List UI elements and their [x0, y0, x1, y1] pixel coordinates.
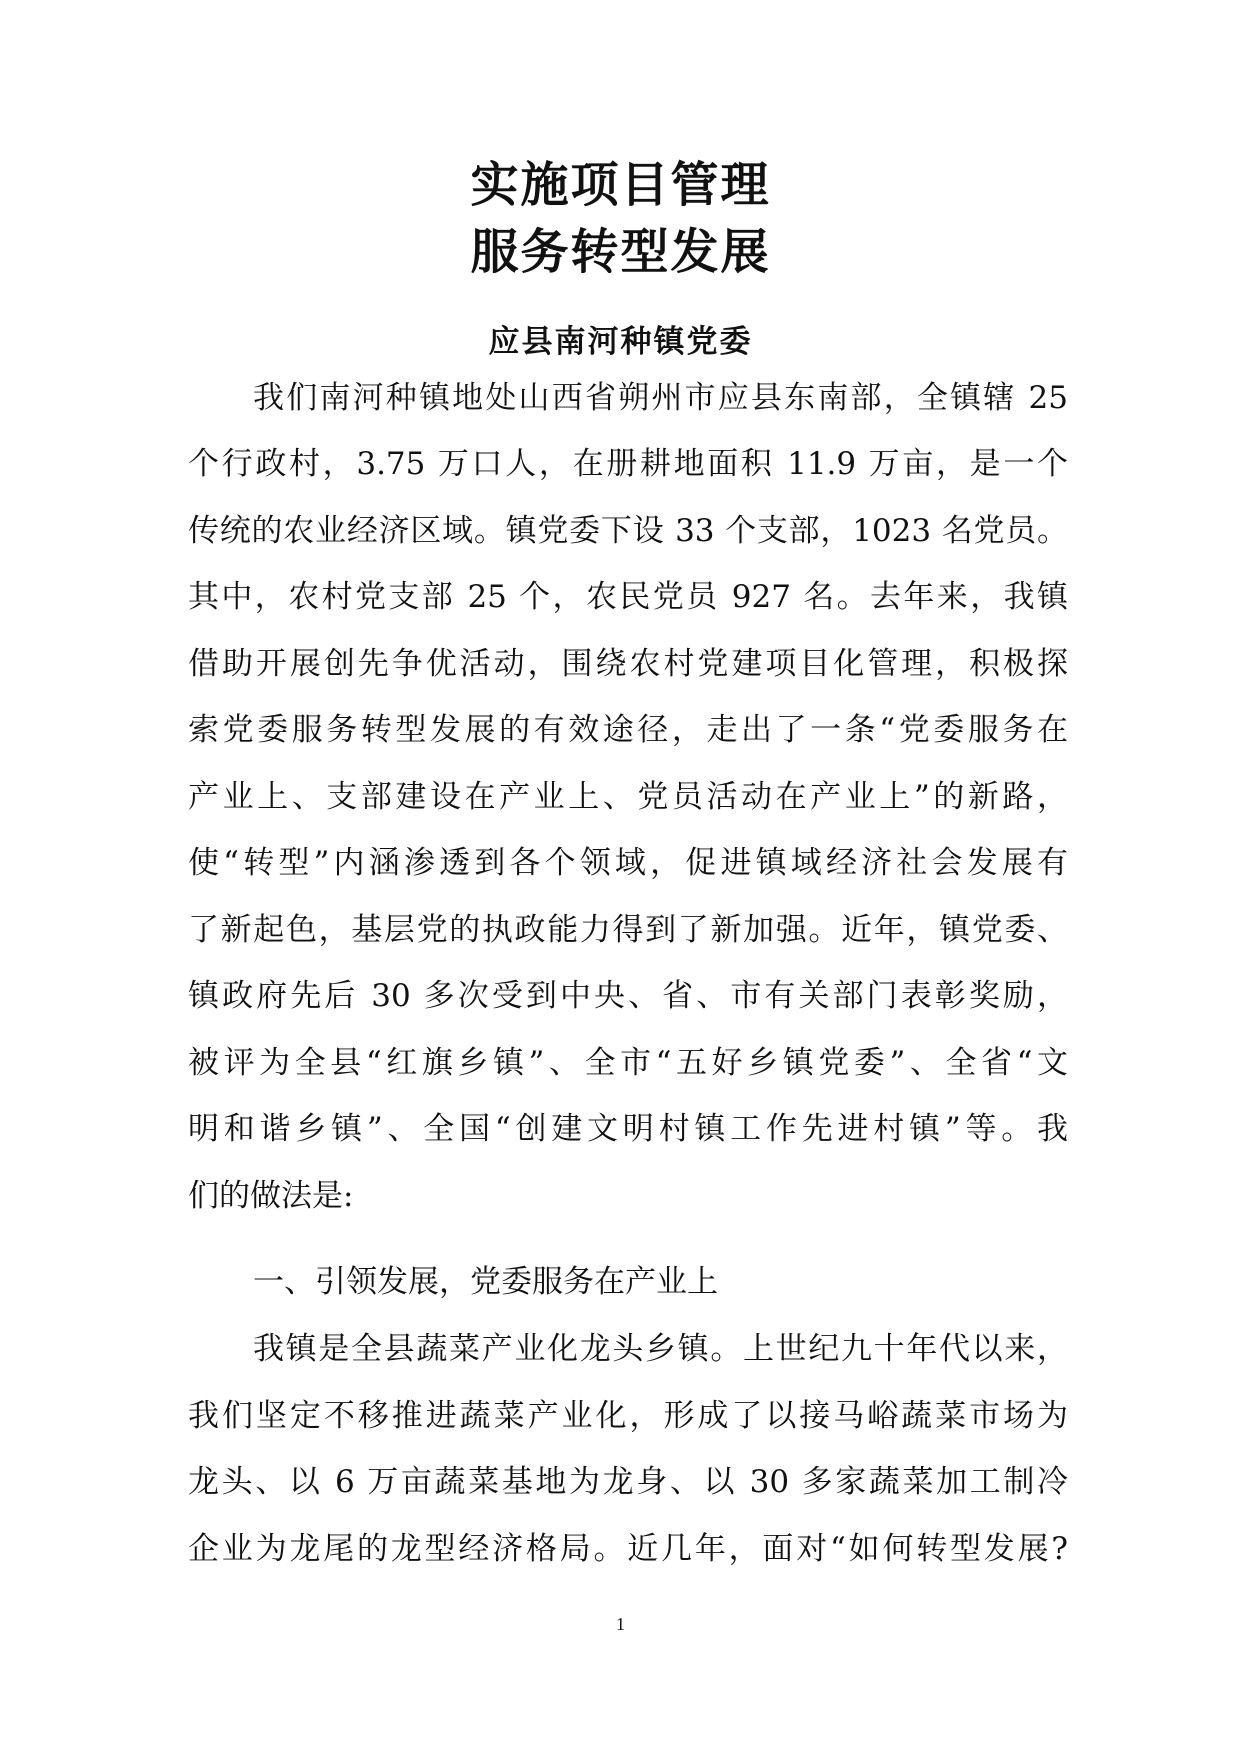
- paragraph-line: 明和谐乡镇”、全国“创建文明村镇工作先进村镇”等。我: [188, 1111, 1068, 1147]
- document-title-line-1: 实施项目管理: [470, 157, 771, 213]
- document-title-line-2: 服务转型发展: [470, 224, 771, 280]
- paragraph-line: 镇政府先后 30 多次受到中央、省、市有关部门表彰奖励，: [188, 978, 1068, 1014]
- paragraph-line: 龙头、以 6 万亩蔬菜基地为龙身、以 30 多家蔬菜加工制冷: [188, 1464, 1068, 1500]
- paragraph-line: 我镇是全县蔬菜产业化龙头乡镇。上世纪九十年代以来，: [253, 1331, 1068, 1367]
- paragraph-line: 了新起色，基层党的执政能力得到了新加强。近年，镇党委、: [188, 912, 1068, 948]
- paragraph-line: 使“转型”内涵渗透到各个领域，促进镇域经济社会发展有: [188, 845, 1068, 881]
- document-author: 应县南河种镇党委: [488, 324, 753, 360]
- page-number: 1: [616, 1614, 625, 1634]
- paragraph-line: 产业上、支部建设在产业上、党员活动在产业上”的新路，: [188, 779, 1068, 815]
- paragraph-line: 我们南河种镇地处山西省朔州市应县东南部，全镇辖 25: [253, 380, 1068, 416]
- paragraph-line: 个行政村，3.75 万口人，在册耕地面积 11.9 万亩，是一个: [188, 446, 1068, 482]
- paragraph-line: 索党委服务转型发展的有效途径，走出了一条“党委服务在: [188, 712, 1068, 748]
- paragraph-line: 其中，农村党支部 25 个，农民党员 927 名。去年来，我镇: [188, 579, 1068, 615]
- paragraph-line: 借助开展创先争优活动，围绕农村党建项目化管理，积极探: [188, 646, 1068, 682]
- paragraph-line: 被评为全县“红旗乡镇”、全市“五好乡镇党委”、全省“文: [188, 1045, 1068, 1081]
- section-heading: 一、引领发展，党委服务在产业上: [253, 1264, 718, 1300]
- paragraph-line: 企业为龙尾的龙型经济格局。近几年，面对“如何转型发展?: [188, 1531, 1068, 1567]
- paragraph-line: 我们坚定不移推进蔬菜产业化，形成了以接马峪蔬菜市场为: [188, 1398, 1068, 1434]
- paragraph-line: 们的做法是:: [188, 1178, 354, 1214]
- paragraph-line: 传统的农业经济区域。镇党委下设 33 个支部，1023 名党员。: [188, 513, 1068, 549]
